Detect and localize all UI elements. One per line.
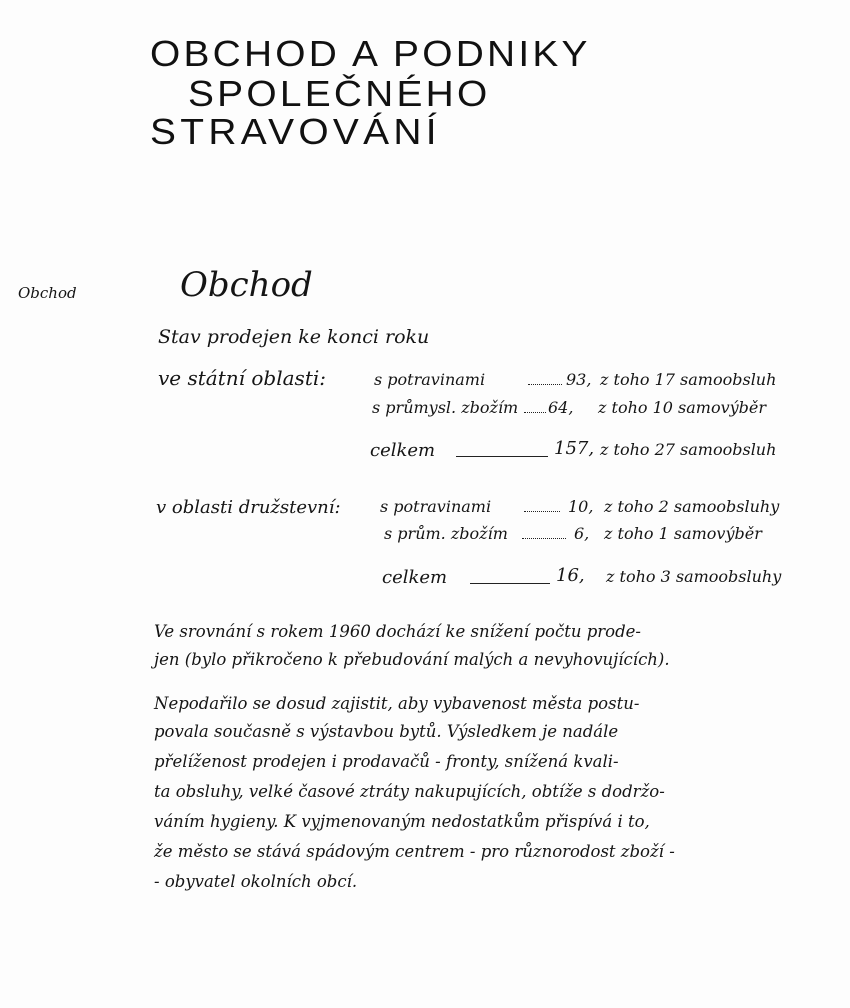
paragraph-2-line-4: ta obsluhy, velké časové ztráty nakupujících, obtíže s dodržo- <box>154 782 665 801</box>
coop-row-food-label: s potravinami <box>380 497 492 516</box>
state-total-label: celkem <box>370 440 436 461</box>
title-line-3: STRAVOVÁNÍ <box>150 111 441 152</box>
title-line-2: SPOLEČNÉHO <box>188 73 491 114</box>
intro-line: Stav prodejen ke konci roku <box>158 326 430 348</box>
margin-note: Obchod <box>18 284 77 302</box>
state-row-industrial-label: s průmysl. zbožím <box>372 398 519 417</box>
state-row-industrial-value: 64, <box>548 398 574 417</box>
coop-total-note: z toho 3 samoobsluhy <box>606 567 782 586</box>
paragraph-2-line-5: váním hygieny. K vyjmenovaným nedostatkům přispívá i to, <box>154 812 650 831</box>
coop-row-industrial-note: z toho 1 samovýběr <box>604 524 762 543</box>
state-row-food-note: z toho 17 samoobsluh <box>600 370 777 389</box>
coop-row-food-leader <box>524 511 560 512</box>
state-total-rule <box>456 456 548 457</box>
coop-row-industrial-label: s prům. zbožím <box>384 524 508 543</box>
state-row-industrial-leader <box>524 412 546 413</box>
coop-row-food-value: 10, <box>568 497 594 516</box>
coop-total-rule <box>470 583 550 584</box>
paragraph-2-line-2: povala současně s výstavbou bytů. Výsledkem je nadále <box>154 722 619 741</box>
section-heading: Obchod <box>180 265 313 305</box>
coop-row-industrial-value: 6, <box>574 524 590 543</box>
coop-row-industrial-leader <box>522 538 566 539</box>
state-row-food-value: 93, <box>566 370 592 389</box>
state-total-value: 157, <box>554 438 595 459</box>
title-line-1: OBCHOD A PODNIKY <box>150 33 591 74</box>
state-row-food-leader <box>528 384 562 385</box>
paragraph-2-line-6: že město se stává spádovým centrem - pro různorodost zboží - <box>154 842 675 861</box>
state-row-food-label: s potravinami <box>374 370 486 389</box>
state-sector-label: ve státní oblasti: <box>158 366 326 390</box>
coop-total-value: 16, <box>556 565 585 586</box>
coop-sector-label: v oblasti družstevní: <box>156 497 341 518</box>
paragraph-2-line-3: přelíženost prodejen i prodavačů - fronty, snížená kvali- <box>154 752 619 771</box>
paragraph-2-line-7: - obyvatel okolních obcí. <box>154 872 358 891</box>
state-total-note: z toho 27 samoobsluh <box>600 440 777 459</box>
paragraph-1-line-2: jen (bylo přikročeno k přebudování malých a nevyhovujících). <box>154 650 670 669</box>
paragraph-2-line-1: Nepodařilo se dosud zajistit, aby vybavenost města postu- <box>154 694 640 713</box>
state-row-industrial-note: z toho 10 samovýběr <box>598 398 767 417</box>
coop-total-label: celkem <box>382 567 448 588</box>
coop-row-food-note: z toho 2 samoobsluhy <box>604 497 780 516</box>
paragraph-1-line-1: Ve srovnání s rokem 1960 dochází ke snížení počtu prode- <box>154 622 641 641</box>
